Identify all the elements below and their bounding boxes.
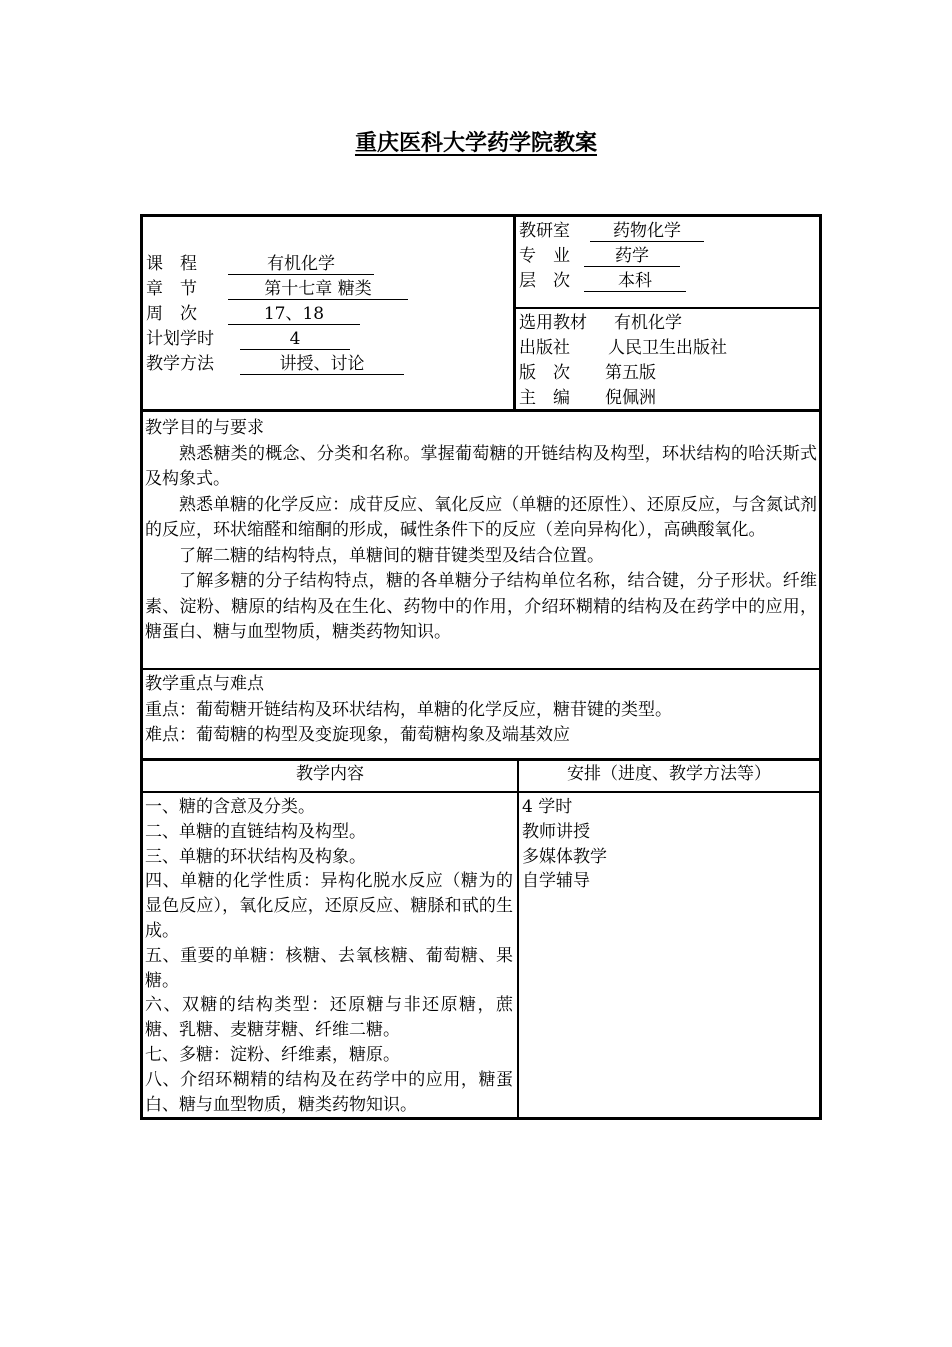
- dept-underline: [590, 241, 704, 242]
- hours-label: 计划学时: [146, 329, 214, 349]
- horizontal-divider-objectives: [140, 668, 822, 670]
- level-underline: [584, 291, 686, 292]
- objective-paragraph: 熟悉糖类的概念、分类和名称。掌握葡萄糖的开链结构及构型，环状结构的哈沃斯式及构象式。: [145, 443, 817, 489]
- dept-label: 教研室: [519, 221, 570, 241]
- textbook-label: 选用教材: [519, 313, 587, 333]
- vertical-divider-content: [517, 759, 519, 1120]
- chapter-underline: [228, 299, 408, 300]
- objective-paragraph: 了解多糖的分子结构特点，糖的各单糖分子结构单位名称，结合键，分子形状。纤维素、淀粉、糖原的结构及在生化、药物中的作用，介绍环糊精的结构及在药学中的应用，糖蛋白、糖与血型物质，糖类药物知识。: [145, 571, 817, 642]
- method-label: 教学方法: [146, 354, 214, 374]
- list-item: 五、重要的单糖：核糖、去氧核糖、葡萄糖、果糖。: [145, 945, 513, 991]
- list-item: 四、单糖的化学性质：异构化脱水反应（糖为的显色反应），氧化反应，还原反应、糖脎和甙的生成。: [145, 871, 513, 941]
- list-item: 教师讲授: [522, 821, 590, 842]
- level-label: 层 次: [519, 271, 570, 291]
- objectives-section: [145, 416, 817, 646]
- keypoints-focus: 重点：葡萄糖开链结构及环状结构，单糖的化学反应，糖苷键的类型。: [145, 699, 672, 720]
- horizontal-divider-keypoints: [140, 758, 822, 761]
- level-value: 本科: [618, 271, 652, 291]
- chapter-label: 章 节: [146, 279, 197, 299]
- keypoints-difficulty: 难点：葡萄糖的构型及变旋现象，葡萄糖构象及端基效应: [145, 725, 570, 745]
- hours-value: 4: [289, 329, 301, 349]
- textbook-value: 有机化学: [614, 313, 682, 333]
- content-list: [145, 795, 513, 1117]
- dept-value: 药物化学: [613, 221, 681, 241]
- major-value: 药学: [615, 246, 649, 266]
- list-item: 七、多糖：淀粉、纤维素，糖原。: [145, 1044, 400, 1065]
- vertical-divider-header: [513, 214, 516, 410]
- course-value: 有机化学: [267, 254, 335, 274]
- list-item: 六、双糖的结构类型：还原糖与非还原糖，蔗糖、乳糖、麦糖芽糖、纤维二糖。: [145, 995, 513, 1041]
- major-underline: [584, 266, 680, 267]
- edition-label: 版 次: [519, 363, 570, 383]
- horizontal-divider-colheader: [140, 791, 822, 793]
- week-label: 周 次: [146, 304, 197, 324]
- list-item: 二、单糖的直链结构及构型。: [145, 821, 366, 842]
- course-label: 课 程: [146, 254, 197, 274]
- list-item: 自学辅导: [522, 871, 590, 892]
- objective-paragraph: 了解二糖的结构特点，单糖间的糖苷键类型及结合位置。: [179, 545, 604, 566]
- course-underline: [228, 274, 374, 275]
- major-label: 专 业: [519, 246, 570, 266]
- week-underline: [228, 324, 360, 325]
- hours-underline: [240, 349, 350, 350]
- page-title: 重庆医科大学药学院教案: [354, 131, 597, 156]
- col-header-arrangement: 安排（进度、教学方法等）: [567, 764, 771, 784]
- list-item: 多媒体教学: [522, 846, 607, 867]
- edition-value: 第五版: [605, 363, 656, 383]
- list-item: 八、介绍环糊精的结构及在药学中的应用，糖蛋白、糖与血型物质，糖类药物知识。: [145, 1069, 513, 1115]
- publisher-value: 人民卫生出版社: [608, 338, 727, 358]
- arrangement-list: [522, 795, 817, 894]
- editor-label: 主 编: [519, 388, 570, 408]
- publisher-label: 出版社: [519, 338, 570, 358]
- list-item: 三、单糖的环状结构及构象。: [145, 846, 366, 867]
- method-value: 讲授、讨论: [279, 354, 365, 374]
- objectives-heading: 教学目的与要求: [145, 418, 264, 438]
- list-item: 一、糖的含意及分类。: [145, 797, 315, 817]
- horizontal-divider-header-right: [515, 307, 822, 309]
- week-value: 17、18: [263, 304, 325, 324]
- keypoints-section: [145, 672, 817, 749]
- editor-value: 倪佩洲: [605, 388, 656, 408]
- chapter-value: 第十七章 糖类: [264, 279, 372, 299]
- keypoints-heading: 教学重点与难点: [145, 674, 264, 694]
- objective-paragraph: 熟悉单糖的化学反应：成苷反应、氧化反应（单糖的还原性）、还原反应，与含氮试剂的反应，环状缩醛和缩酮的形成，碱性条件下的反应（差向异构化），高碘酸氧化。: [145, 494, 817, 540]
- list-item: 4 学时: [522, 797, 573, 817]
- col-header-content: 教学内容: [296, 764, 364, 784]
- method-underline: [240, 374, 404, 375]
- horizontal-divider-header: [140, 409, 822, 412]
